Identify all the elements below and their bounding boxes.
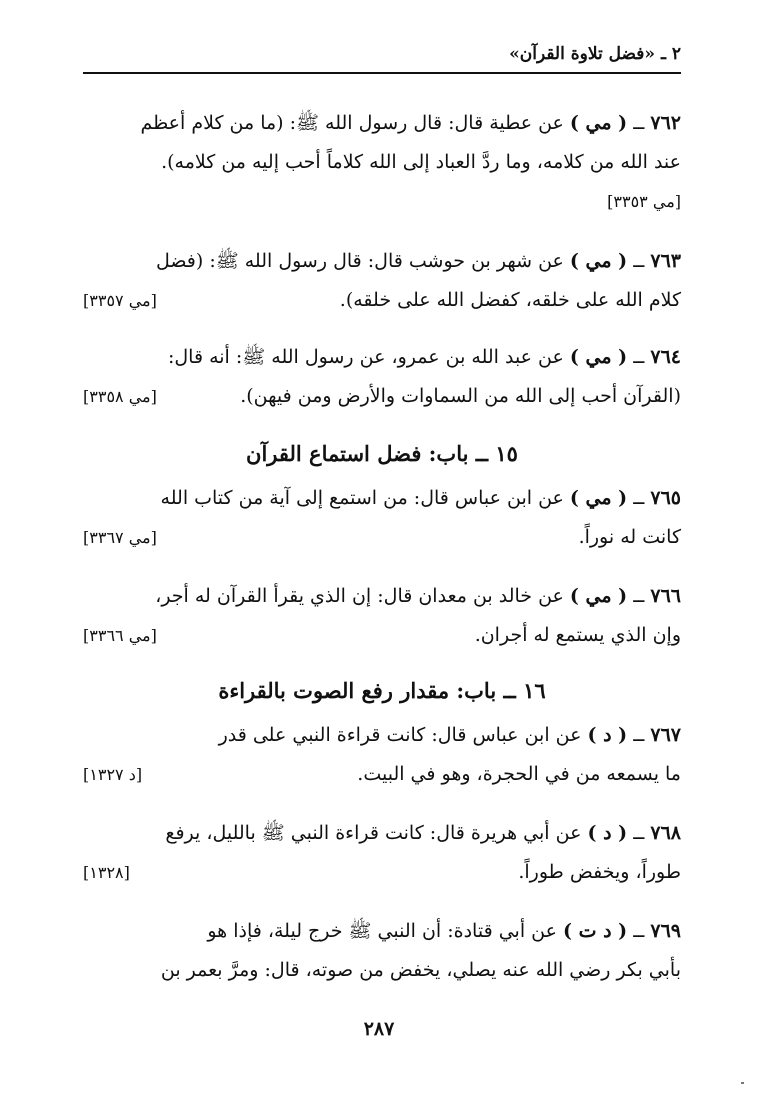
entry-line-2	[83, 377, 681, 416]
entry-text: عن عبد الله بن عمرو، عن رسول الله ﷺ: أنه قال:	[167, 346, 564, 368]
entry-source: ( د ت )	[562, 920, 628, 942]
entry-number: ٧٦٧	[650, 724, 681, 746]
entry-text: عن أبي قتادة: أن النبي ﷺ خرج ليلة، فإذا هو	[207, 920, 557, 942]
entry-number: ٧٦٢	[650, 112, 681, 134]
hadith-entry-766	[83, 577, 681, 655]
entry-line-2: بأبي بكر رضي الله عنه يصلي، يخفض من صوته، قال: ومرَّ بعمر بن	[160, 959, 681, 981]
running-head: ٢ ـ «فضل تلاوة القرآن»	[509, 44, 681, 64]
hadith-entry-765	[83, 479, 681, 557]
entry-source: ( مي )	[569, 250, 628, 272]
entry-text: ما يسمعه من في الحجرة، وهو في البيت.	[357, 763, 681, 785]
hadith-entry-762	[83, 104, 681, 221]
entry-line-1: ٧٦٧ ــ ( د ) عن ابن عباس قال: كانت قراءة النبي على قدر	[218, 724, 681, 746]
entry-number: ٧٦٣	[650, 250, 681, 272]
hadith-entry-769	[83, 912, 681, 990]
entry-line-2: عند الله من كلامه، وما ردَّ العباد إلى الله كلاماً أحب إليه من كلامه).	[161, 151, 681, 173]
entry-text: عن أبي هريرة قال: كانت قراءة النبي ﷺ بالليل، يرفع	[165, 822, 582, 844]
entry-source: ( مي )	[569, 585, 628, 607]
entry-reference: [مي ٣٣٥٧]	[83, 291, 157, 310]
entry-reference: [مي ٣٣٦٧]	[83, 528, 157, 547]
entry-number: ٧٦٤	[650, 346, 681, 368]
entry-line-3	[83, 182, 681, 221]
entry-text: (القرآن أحب إلى الله من السماوات والأرض ومن فيهن).	[240, 385, 681, 407]
entry-reference: [د ١٣٢٧]	[83, 765, 143, 784]
entry-line-1: ٧٦٢ ــ ( مي ) عن عطية قال: قال رسول الله ﷺ: (ما من كلام أعظم	[140, 112, 681, 134]
chapter-heading-16: ١٦ ــ باب: مقدار رفع الصوت بالقراءة	[218, 678, 546, 703]
chapter-heading-15: ١٥ ــ باب: فضل استماع القرآن	[246, 441, 518, 466]
entry-line-1: ٧٦٩ ــ ( د ت ) عن أبي قتادة: أن النبي ﷺ خرج ليلة، فإذا هو	[207, 920, 681, 942]
entry-number: ٧٦٨	[650, 822, 681, 844]
entry-line-2	[83, 616, 681, 655]
header-rule	[83, 72, 681, 74]
hadith-entry-764	[83, 338, 681, 416]
entry-reference: [مي ٣٣٦٦]	[83, 626, 157, 645]
entry-text: عن ابن عباس قال: كانت قراءة النبي على قدر	[218, 724, 582, 746]
entry-line-1: ٧٦٦ ــ ( مي ) عن خالد بن معدان قال: إن الذي يقرأ القرآن له أجر،	[155, 585, 681, 607]
entry-text: طوراً، ويخفض طوراً.	[518, 861, 681, 883]
entry-number: ٧٦٦	[650, 585, 681, 607]
entry-source: ( د )	[587, 724, 628, 746]
hadith-entry-767	[83, 716, 681, 794]
hadith-entry-763	[83, 242, 681, 320]
entry-text: كلام الله على خلقه، كفضل الله على خلقه).	[339, 289, 681, 311]
entry-text: عن شهر بن حوشب قال: قال رسول الله ﷺ: (فضل	[155, 250, 564, 272]
entry-reference: [مي ٣٣٥٨]	[83, 387, 157, 406]
hadith-entry-768	[83, 814, 681, 892]
entry-number: ٧٦٥	[650, 487, 681, 509]
entry-text: كانت له نوراً.	[578, 526, 681, 548]
entry-line-2	[83, 281, 681, 320]
entry-line-2	[83, 853, 681, 892]
entry-source: ( د )	[587, 822, 628, 844]
entry-line-2	[83, 518, 681, 557]
entry-text: عن ابن عباس قال: من استمع إلى آية من كتاب الله	[160, 487, 564, 509]
entry-line-1: ٧٦٤ ــ ( مي ) عن عبد الله بن عمرو، عن رسول الله ﷺ: أنه قال:	[167, 346, 681, 368]
entry-line-2	[83, 755, 681, 794]
entry-reference: [مي ٣٣٥٣]	[607, 192, 681, 211]
entry-reference: [١٣٢٨]	[83, 863, 130, 882]
entry-source: ( مي )	[569, 487, 628, 509]
entry-source: ( مي )	[569, 112, 628, 134]
entry-text: عن عطية قال: قال رسول الله ﷺ: (ما من كلام أعظم	[140, 112, 564, 134]
entry-line-1: ٧٦٨ ــ ( د ) عن أبي هريرة قال: كانت قراءة النبي ﷺ بالليل، يرفع	[165, 822, 681, 844]
scan-speck	[741, 1082, 744, 1084]
entry-line-1: ٧٦٥ ــ ( مي ) عن ابن عباس قال: من استمع إلى آية من كتاب الله	[160, 487, 681, 509]
entry-text: عن خالد بن معدان قال: إن الذي يقرأ القرآن له أجر،	[155, 585, 564, 607]
page-number: ٢٨٧	[363, 1018, 395, 1040]
entry-line-1: ٧٦٣ ــ ( مي ) عن شهر بن حوشب قال: قال رسول الله ﷺ: (فضل	[155, 250, 681, 272]
entry-text: وإن الذي يستمع له أجران.	[474, 624, 681, 646]
entry-number: ٧٦٩	[650, 920, 681, 942]
entry-source: ( مي )	[569, 346, 628, 368]
